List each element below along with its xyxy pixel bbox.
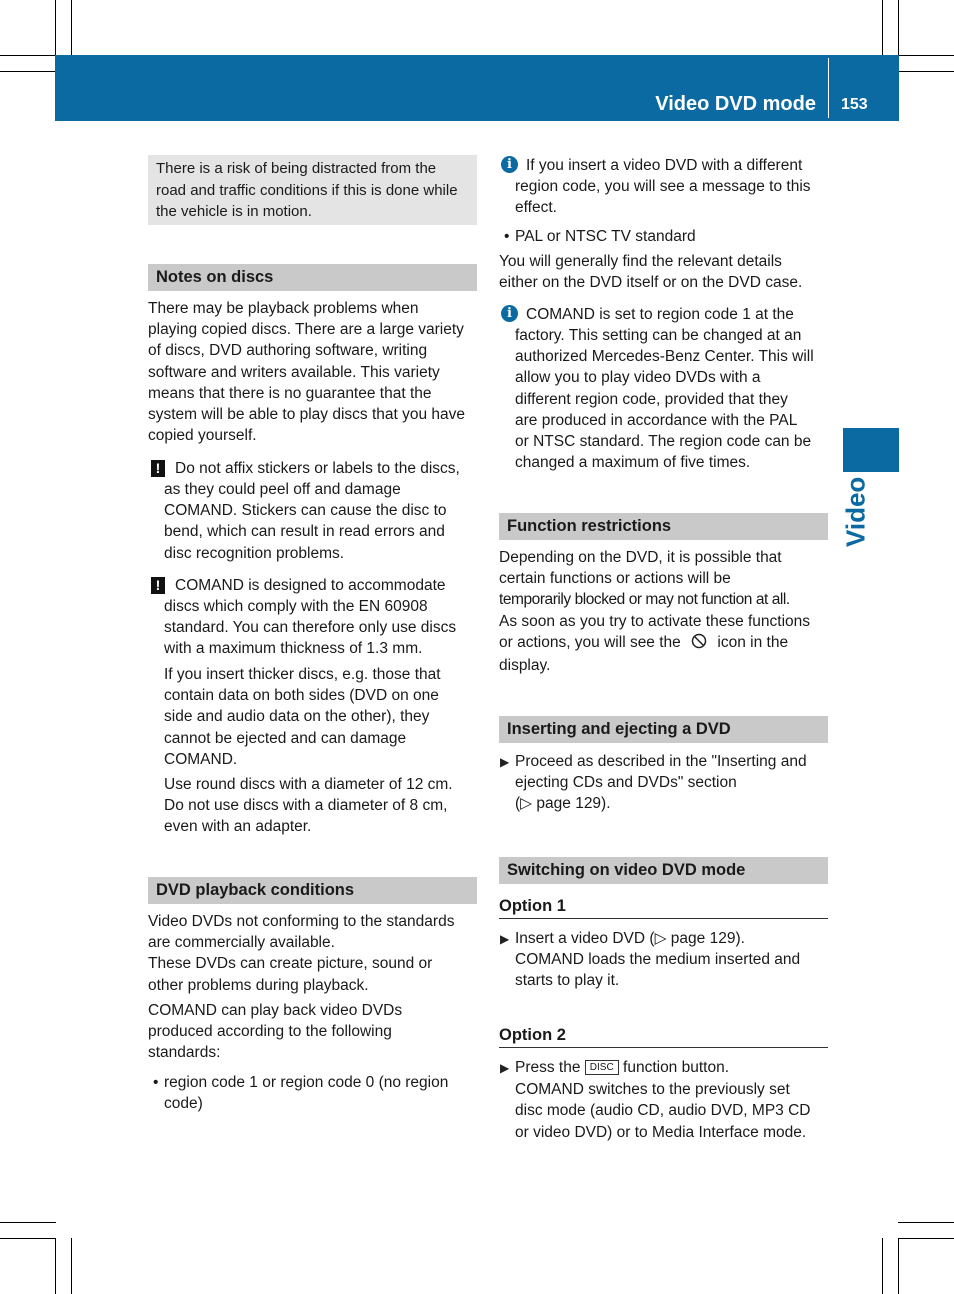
text-line: with a maximum thickness of 1.3 mm. (164, 640, 423, 658)
text-line: ejecting CDs and DVDs" section (515, 774, 737, 792)
text-line: or video DVD) or to Media Interface mode. (515, 1123, 807, 1141)
text-line: Proceed as described in the "Inserting and (515, 753, 807, 770)
playback-standards (148, 1000, 402, 1064)
section-heading-notes-on-discs: Notes on discs (148, 264, 477, 291)
info-region-code-cont (515, 325, 814, 473)
text-line: are produced in accordance with the PAL (515, 411, 798, 429)
text-line: As soon as you try to activate these functions (499, 612, 811, 630)
text-line: standard. You can therefore only use discs (164, 619, 457, 637)
details-paragraph (499, 251, 802, 293)
text-line: If you insert thicker discs, e.g. those that (164, 666, 441, 683)
warning-disc-standard-cont (164, 596, 456, 660)
text-line: There may be playback problems when (148, 300, 419, 317)
playback-paragraph (148, 911, 454, 996)
text-line: standards: (148, 1044, 221, 1062)
exclamation-icon (151, 460, 165, 478)
exclamation-glyph: ! (151, 577, 165, 594)
section-heading-inserting-ejecting: Inserting and ejecting a DVD (499, 716, 828, 743)
info-region-code (526, 304, 794, 325)
text-line: COMAND is designed to accommodate (175, 577, 446, 594)
option-1-heading: Option 1 (499, 895, 828, 919)
page-number: 153 (841, 96, 868, 113)
info-icon (501, 304, 518, 322)
section-heading-dvd-playback: DVD playback conditions (148, 877, 477, 904)
bullet-dot: • (153, 1074, 159, 1091)
info-region-message (526, 155, 802, 176)
text-line: contain data on both sides (DVD on one (164, 687, 439, 705)
text-fragment: Insert a video DVD ( (515, 930, 655, 947)
disc-button-icon: DISC (585, 1060, 619, 1075)
crop-mark (71, 0, 72, 56)
text-line: changed a maximum of five times. (515, 454, 751, 472)
crop-mark (882, 1238, 883, 1294)
section-heading-function-restrictions: Function restrictions (499, 513, 828, 540)
option-2-step (515, 1057, 810, 1143)
text-line: either on the DVD itself or on the DVD case. (499, 274, 803, 292)
warning-line: road and traffic conditions if this is done while (156, 181, 458, 199)
text-line: authorized Mercedes-Benz Center. This will (515, 348, 814, 366)
text-line: COMAND. Stickers can cause the disc to (164, 502, 447, 520)
text-line (515, 928, 800, 949)
text-line: side and audio data on the other), they (164, 708, 430, 726)
text-line: COMAND loads the medium inserted and (515, 951, 801, 969)
text-line: other problems during playback. (148, 976, 369, 994)
crop-mark (71, 1238, 72, 1294)
text-line: system will be able to play discs that you have (148, 406, 466, 424)
text-fragment: function button. (623, 1059, 730, 1076)
warning-thick-discs (164, 664, 441, 770)
text-line: Depending on the DVD, it is possible that (499, 549, 782, 566)
text-line: COMAND is set to region code 1 at the (526, 306, 794, 323)
bullet-dot: • (504, 228, 510, 245)
text-line: of discs, DVD authoring software, writing (148, 342, 428, 360)
crop-mark (0, 1222, 56, 1223)
text-line: are commercially available. (148, 934, 335, 952)
crop-mark (898, 0, 899, 56)
crop-mark (882, 0, 883, 56)
text-line: factory. This setting can be changed at an (515, 327, 802, 344)
text-fragment: icon in the (717, 633, 789, 651)
page-reference-link[interactable]: page 129). (670, 930, 745, 947)
text-line: temporarily blocked or may not function at all. (499, 591, 790, 609)
warning-line: There is a risk of being distracted from the (156, 160, 437, 177)
text-line: Use round discs with a diameter of 12 cm. (164, 776, 453, 793)
text-line: cannot be ejected and can damage (164, 729, 407, 747)
text-line: display. (499, 657, 551, 675)
text-line (515, 1057, 810, 1078)
page-ref-icon: ▷ (654, 930, 667, 947)
text-line: copied yourself. (148, 427, 257, 445)
section-heading-switching-on: Switching on video DVD mode (499, 857, 828, 884)
side-tab-marker (843, 428, 899, 472)
warning-disc-diameter (164, 774, 453, 838)
inserting-step (515, 751, 807, 815)
bullet-region-code (164, 1072, 448, 1114)
crop-mark (898, 1238, 954, 1239)
text-line: discs which comply with the EN 60908 (164, 598, 428, 615)
function-paragraph (499, 547, 810, 676)
bullet-pal-ntsc: PAL or NTSC TV standard (515, 228, 696, 245)
crop-mark (55, 0, 56, 56)
exclamation-icon (151, 577, 165, 595)
exclamation-glyph: ! (151, 460, 165, 477)
crop-mark (0, 71, 56, 72)
warning-disc-standard (175, 575, 446, 596)
crop-mark (898, 1238, 899, 1294)
text-line: disc recognition problems. (164, 544, 345, 562)
text-line: starts to play it. (515, 972, 620, 990)
page-reference-link[interactable]: page 129). (536, 795, 611, 813)
text-line: or NTSC standard. The region code can be (515, 433, 812, 451)
text-line: bend, which can result in read errors and (164, 523, 445, 541)
text-line: You will generally find the relevant details (499, 253, 782, 270)
text-line: as they could peel off and damage (164, 481, 401, 498)
arrow-glyph: ▶ (500, 1061, 510, 1075)
text-fragment: Press the (515, 1059, 581, 1076)
info-region-message-cont (515, 176, 811, 218)
text-line: Video DVDs not conforming to the standards (148, 913, 455, 930)
info-glyph: i (501, 156, 518, 173)
prohibited-icon (691, 633, 707, 649)
header-divider (828, 58, 829, 118)
text-line (499, 632, 810, 653)
text-line: playing copied discs. There are a large variety (148, 321, 464, 339)
text-line: region code, you will see a message to this (515, 178, 811, 195)
text-line: disc mode (audio CD, audio DVD, MP3 CD (515, 1102, 811, 1120)
crop-mark (55, 1238, 56, 1294)
arrow-icon (500, 751, 509, 773)
text-line: allow you to play video DVDs with a (515, 369, 761, 387)
arrow-icon (500, 928, 509, 950)
arrow-glyph: ▶ (500, 755, 510, 769)
warning-line: the vehicle is in motion. (156, 203, 312, 220)
text-line: If you insert a video DVD with a different (526, 157, 803, 174)
info-glyph: i (501, 305, 518, 322)
side-tab-label: Video (840, 476, 871, 548)
text-line: even with an adapter. (164, 818, 312, 836)
text-line: (▷ page 129). (515, 795, 611, 813)
page-title: Video DVD mode (655, 93, 816, 115)
warning-stickers (175, 458, 460, 479)
arrow-icon (500, 1057, 509, 1079)
info-icon (501, 155, 518, 173)
page-ref-icon: ▷ (520, 795, 533, 813)
arrow-glyph: ▶ (500, 932, 510, 946)
text-line: produced according to the following (148, 1023, 392, 1041)
warning-stickers-cont (164, 479, 447, 564)
text-line: means that there is no guarantee that the (148, 384, 432, 402)
text-line: region code 1 or region code 0 (no region (164, 1074, 449, 1091)
text-line: Do not use discs with a diameter of 8 cm, (164, 797, 448, 815)
crop-mark (898, 55, 954, 56)
text-line: certain functions or actions will be (499, 570, 731, 588)
text-line: effect. (515, 199, 557, 217)
text-line: different region code, provided that they (515, 390, 788, 408)
crop-mark (898, 1222, 954, 1223)
text-line: software and writers available. This variety (148, 363, 440, 381)
notes-paragraph (148, 298, 465, 446)
crop-mark (898, 71, 954, 72)
text-line: These DVDs can create picture, sound or (148, 955, 433, 973)
crop-mark (0, 1238, 56, 1239)
warning-box (148, 155, 477, 225)
option-2-heading: Option 2 (499, 1024, 828, 1048)
text-line: COMAND. (164, 750, 238, 768)
option-1-step (515, 928, 800, 992)
crop-mark (0, 55, 56, 56)
text-line: Do not affix stickers or labels to the discs, (175, 460, 460, 477)
text-fragment: or actions, you will see the (499, 633, 681, 651)
text-line: COMAND switches to the previously set (515, 1081, 790, 1099)
text-line: code) (164, 1095, 203, 1113)
text-line: COMAND can play back video DVDs (148, 1002, 403, 1019)
